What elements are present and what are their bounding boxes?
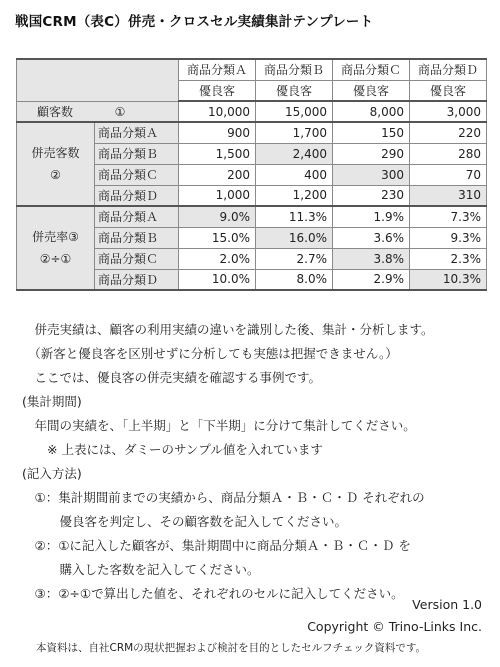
version-label: Version 1.0 xyxy=(412,597,482,612)
rate-a-d: 7.3% xyxy=(410,206,487,227)
text-line: 併売実績は、顧客の利用実績の違いを識別した後、集計・分析します。 xyxy=(22,322,434,337)
crosssell-category-d: 商品分類Ｄ xyxy=(95,185,179,206)
crosssell-marker: ② xyxy=(50,168,61,182)
crosssell-label: 併売客数 xyxy=(31,146,80,160)
crosssell-category-a: 商品分類Ａ xyxy=(95,122,179,143)
customers-b[interactable]: 15,000 xyxy=(256,101,333,122)
crosssell-d-b[interactable]: 1,200 xyxy=(256,185,333,206)
explanation-text xyxy=(22,318,492,606)
rate-c-d: 2.3% xyxy=(410,248,487,269)
header-sub-b: 優良客 xyxy=(256,80,333,101)
rate-c-c: 3.8% xyxy=(333,248,410,269)
header-category-c: 商品分類Ｃ xyxy=(333,59,410,80)
crosssell-c-a[interactable]: 200 xyxy=(179,164,256,185)
rate-b-d: 9.3% xyxy=(410,227,487,248)
rate-d-a: 10.0% xyxy=(179,269,256,290)
rate-d-b: 8.0% xyxy=(256,269,333,290)
text-line: 年間の実績を、「上半期」と「下半期」に分けて集計してください。 xyxy=(22,418,416,433)
crosssell-a-c[interactable]: 150 xyxy=(333,122,410,143)
rate-b-c: 3.6% xyxy=(333,227,410,248)
customers-d[interactable]: 3,000 xyxy=(410,101,487,122)
rate-formula: ②÷① xyxy=(39,252,72,266)
header-category-a: 商品分類Ａ xyxy=(179,59,256,80)
header-category-d: 商品分類Ｄ xyxy=(410,59,487,80)
rate-a-c: 1.9% xyxy=(333,206,410,227)
copyright-label: Copyright © Trino-Links Inc. xyxy=(307,619,482,634)
header-sub-d: 優良客 xyxy=(410,80,487,101)
rate-c-b: 2.7% xyxy=(256,248,333,269)
rate-b-b: 16.0% xyxy=(256,227,333,248)
header-sub-c: 優良客 xyxy=(333,80,410,101)
crosssell-b-a[interactable]: 1,500 xyxy=(179,143,256,164)
rate-category-c: 商品分類Ｃ xyxy=(95,248,179,269)
crosssell-category-b: 商品分類Ｂ xyxy=(95,143,179,164)
text-line: (記入方法) xyxy=(22,466,82,481)
crosssell-c-c[interactable]: 300 xyxy=(333,164,410,185)
crosssell-b-d[interactable]: 280 xyxy=(410,143,487,164)
rate-category-b: 商品分類Ｂ xyxy=(95,227,179,248)
crosssell-a-d[interactable]: 220 xyxy=(410,122,487,143)
text-line: 優良客を判定し、その顧客数を記入してください。 xyxy=(22,514,348,529)
page-title: 戦国CRM（表C）併売・クロスセル実績集計テンプレート xyxy=(15,14,374,30)
rate-category-d: 商品分類Ｄ xyxy=(95,269,179,290)
crosssell-d-a[interactable]: 1,000 xyxy=(179,185,256,206)
rate-b-a: 15.0% xyxy=(179,227,256,248)
customers-label: 顧客数 xyxy=(36,104,73,119)
rate-d-c: 2.9% xyxy=(333,269,410,290)
text-line: ※ 上表には、ダミーのサンプル値を入れています xyxy=(22,442,323,457)
rate-label: 併売率③ xyxy=(32,230,79,244)
rate-c-a: 2.0% xyxy=(179,248,256,269)
text-line: ③：②÷①で算出した値を、それぞれのセルに記入してください。 xyxy=(22,586,404,601)
header-category-b: 商品分類Ｂ xyxy=(256,59,333,80)
text-line: ここでは、優良客の併売実績を確認する事例です。 xyxy=(22,370,322,385)
crosssell-row-header xyxy=(17,122,95,206)
crosssell-b-b[interactable]: 2,400 xyxy=(256,143,333,164)
customers-label-cell xyxy=(17,101,179,122)
text-line: ②：①に記入した顧客が、集計期間中に商品分類Ａ・Ｂ・Ｃ・Ｄ を xyxy=(22,538,411,553)
crosssell-a-b[interactable]: 1,700 xyxy=(256,122,333,143)
crosssell-c-b[interactable]: 400 xyxy=(256,164,333,185)
footer-note: 本資料は、自社CRMの現状把握および検討を目的としたセルフチェック資料です。 xyxy=(36,642,427,654)
rate-d-d: 10.3% xyxy=(410,269,487,290)
crosssell-table xyxy=(16,58,487,291)
rate-row-header xyxy=(17,206,95,290)
text-line: 購入した客数を記入してください。 xyxy=(22,562,260,577)
crosssell-b-c[interactable]: 290 xyxy=(333,143,410,164)
crosssell-a-a[interactable]: 900 xyxy=(179,122,256,143)
header-corner xyxy=(17,59,179,101)
crosssell-d-c[interactable]: 230 xyxy=(333,185,410,206)
crosssell-c-d[interactable]: 70 xyxy=(410,164,487,185)
crosssell-category-c: 商品分類Ｃ xyxy=(95,164,179,185)
customers-a[interactable]: 10,000 xyxy=(179,101,256,122)
customers-c[interactable]: 8,000 xyxy=(333,101,410,122)
text-line: ①：集計期間前までの実績から、商品分類Ａ・Ｂ・Ｃ・Ｄ それぞれの xyxy=(22,490,425,505)
customers-marker: ① xyxy=(114,104,126,119)
rate-a-b: 11.3% xyxy=(256,206,333,227)
text-line: （新客と優良客を区別せずに分析しても実態は把握できません。） xyxy=(22,346,398,361)
rate-category-a: 商品分類Ａ xyxy=(95,206,179,227)
crosssell-d-d[interactable]: 310 xyxy=(410,185,487,206)
header-sub-a: 優良客 xyxy=(179,80,256,101)
text-line: (集計期間) xyxy=(22,394,82,409)
rate-a-a: 9.0% xyxy=(179,206,256,227)
